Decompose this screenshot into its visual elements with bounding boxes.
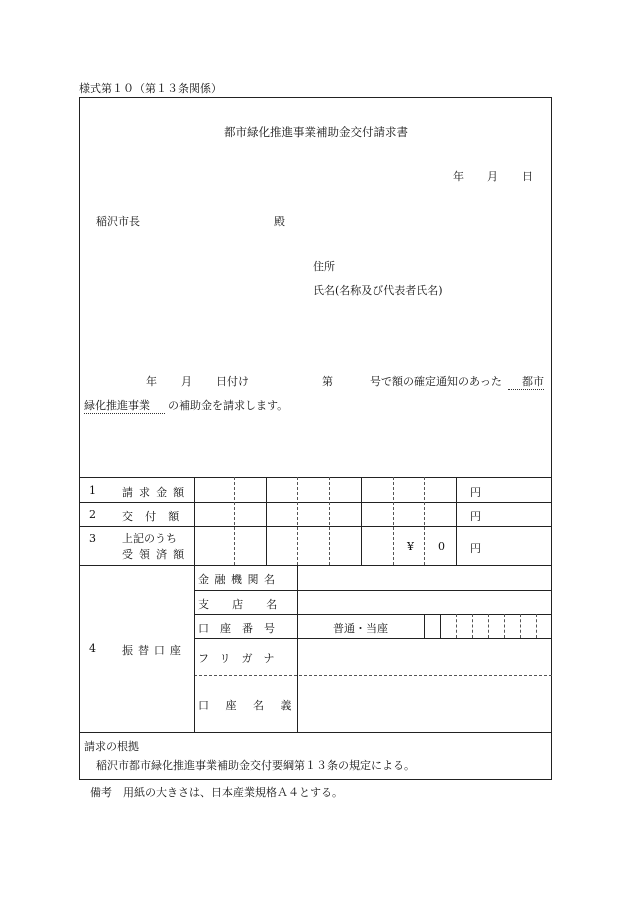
body-closing: の補助金を請求します。 (168, 399, 289, 412)
received-label-line2: 受領済額 (122, 548, 191, 561)
row-border-dashed (194, 675, 552, 676)
bank-name-input[interactable] (300, 568, 548, 588)
account-digit-divider (536, 614, 537, 638)
body-dated: 日付け (216, 375, 249, 388)
account-digit-divider (488, 614, 489, 638)
row-border (194, 614, 552, 615)
column-border (194, 477, 195, 732)
basis-heading: 請求の根拠 (84, 740, 139, 753)
body-year[interactable]: 年 (146, 375, 157, 388)
yen-unit: 円 (470, 542, 481, 555)
project-name-part2: 緑化推進事業 (84, 397, 165, 414)
account-digit-divider (424, 614, 425, 638)
row-border (194, 590, 552, 591)
row-border (79, 502, 552, 503)
yen-unit: 円 (470, 486, 481, 499)
furigana-input[interactable] (300, 641, 548, 673)
row-number: 3 (89, 532, 96, 545)
branch-label: 支店名 (198, 598, 301, 611)
row-border (194, 638, 552, 639)
account-holder-label: 口座名義 (198, 699, 308, 712)
addressee-name: 稲沢市長 (96, 215, 140, 228)
form-title: 都市緑化推進事業補助金交付請求書 (224, 125, 408, 139)
row-border (79, 526, 552, 527)
body-number-suffix: 号で額の確定通知のあった (370, 375, 502, 388)
account-digit-divider (440, 614, 441, 638)
row-number: 2 (89, 508, 96, 521)
addressee-honorific: 殿 (274, 215, 285, 228)
date-year[interactable]: 年 (453, 170, 464, 183)
account-digit-divider (520, 614, 521, 638)
date-day[interactable]: 日 (522, 170, 533, 183)
date-month[interactable]: 月 (487, 170, 498, 183)
table-top-border (79, 477, 552, 478)
bank-name-label: 金融機関名 (198, 573, 281, 586)
paper-size-note: 備考 用紙の大きさは、日本産業規格Ａ４とする。 (90, 786, 343, 799)
branch-input[interactable] (300, 593, 548, 612)
body-number-prefix: 第 (322, 375, 333, 388)
grant-amount-input[interactable] (200, 504, 452, 524)
body-month[interactable]: 月 (181, 375, 192, 388)
project-name-part1: 都市 (508, 373, 544, 390)
request-amount-input[interactable] (200, 480, 452, 500)
received-label-line1: 上記のうち (122, 532, 177, 545)
form-number-label: 様式第１０（第１３条関係） (79, 82, 222, 95)
received-amount-value: 0 (438, 540, 445, 553)
account-digit-divider (456, 614, 457, 638)
basis-text: 稲沢市都市緑化推進事業補助金交付要綱第１３条の規定による。 (96, 759, 415, 772)
digit-divider (456, 477, 457, 565)
row-border (79, 565, 552, 566)
yen-sign: ¥ (407, 540, 414, 553)
applicant-name-label[interactable]: 氏名(名称及び代表者氏名) (313, 284, 443, 297)
grant-amount-label: 交付額 (122, 510, 192, 523)
address-label[interactable]: 住所 (313, 260, 335, 273)
account-digit-divider (472, 614, 473, 638)
yen-unit: 円 (470, 510, 481, 523)
row-number: 4 (89, 642, 96, 655)
account-type-option[interactable]: 普通・当座 (333, 622, 388, 635)
transfer-account-label: 振替口座 (122, 644, 186, 657)
request-amount-label: 請求金額 (122, 486, 191, 499)
furigana-label: フリガナ (198, 652, 286, 665)
account-number-label: 口座番号 (198, 622, 286, 635)
account-digit-divider (504, 614, 505, 638)
row-border (79, 732, 552, 733)
row-number: 1 (89, 484, 96, 497)
account-holder-input[interactable] (300, 678, 548, 730)
